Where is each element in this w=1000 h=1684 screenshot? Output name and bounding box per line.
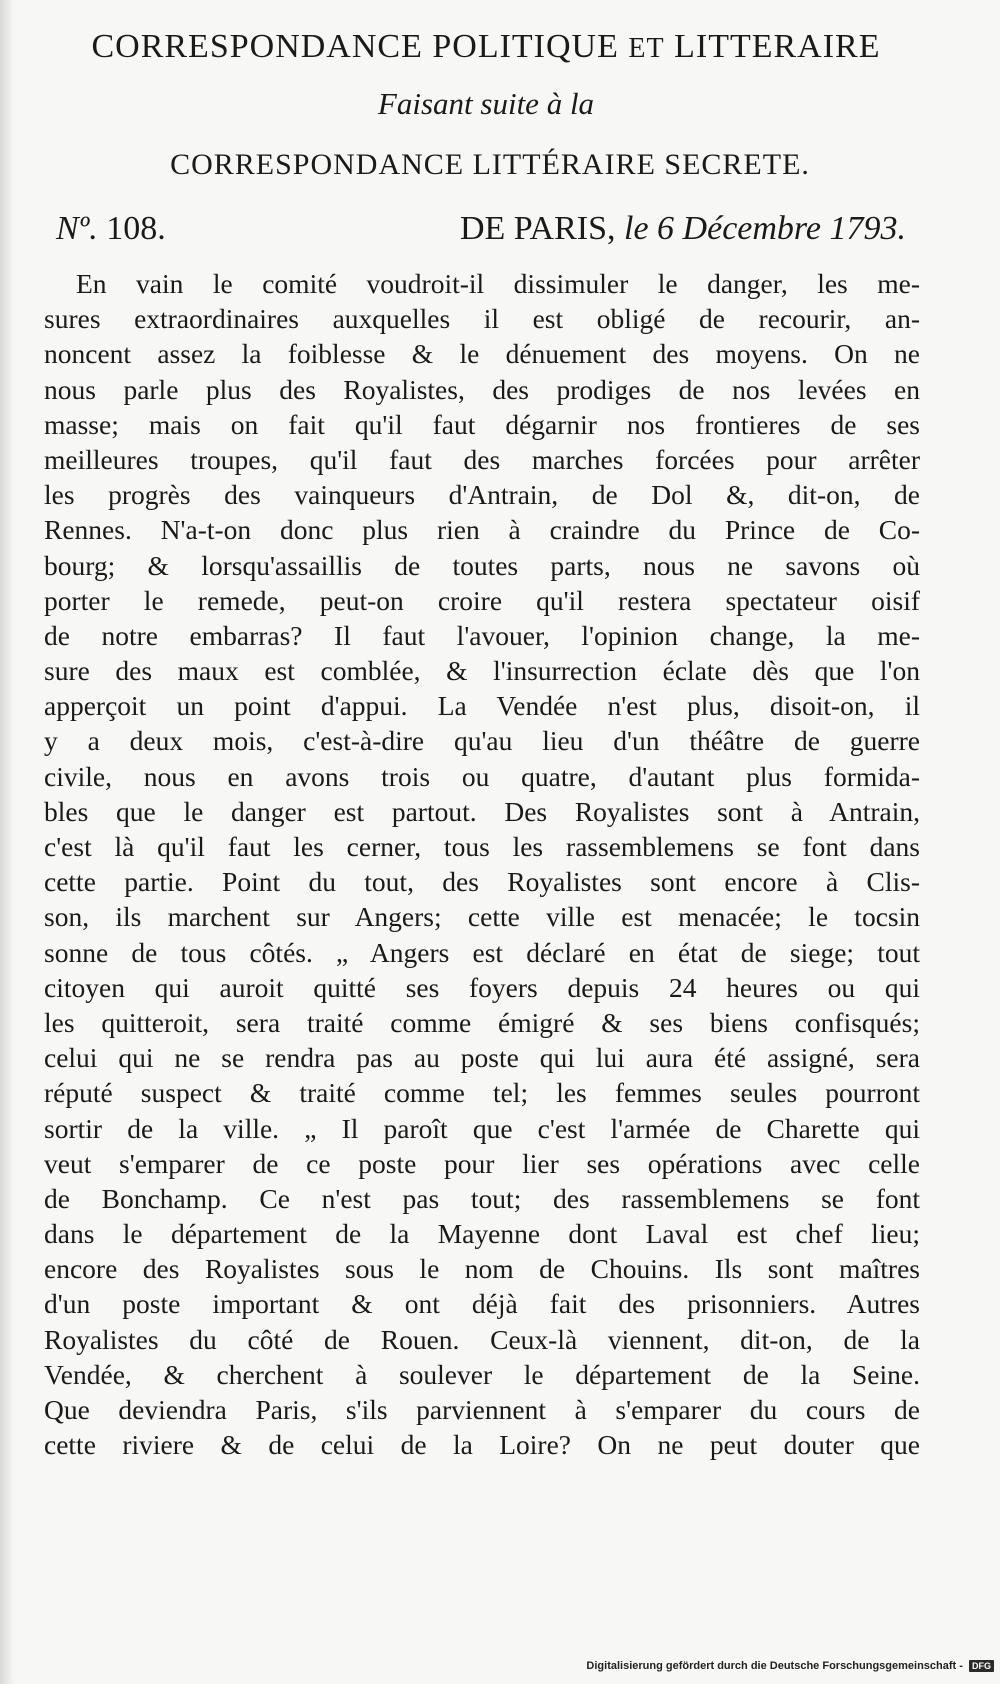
scan-edge <box>0 0 14 1684</box>
body-line: y a deux mois, c'est-à-dire qu'au lieu d'un théâtre de guerre <box>44 725 920 757</box>
body-line: c'est là qu'il faut les cerner, tous les rassemblemens se font dans <box>44 831 920 862</box>
digitization-credit <box>586 1660 994 1672</box>
body-line: réputé suspect & traité comme tel; les femmes seules pourront <box>44 1077 920 1109</box>
body-line: celui qui ne se rendra pas au poste qui lui aura été assigné, sera <box>44 1042 920 1074</box>
body-line: noncent assez la foiblesse & le dénuement des moyens. On ne <box>44 338 920 370</box>
body-line: En vain le comité voudroit-il dissimuler le danger, les me- <box>76 268 920 299</box>
body-line: cette riviere & de celui de la Loire? On ne peut douter que <box>44 1429 920 1461</box>
masthead-subtitle: Faisant suite à la <box>377 86 595 121</box>
body-line: les quitteroit, sera traité comme émigré & ses biens confisqués; <box>44 1006 920 1038</box>
body-line: d'un poste important & ont déjà fait des prisonniers. Autres <box>44 1288 920 1320</box>
body-line: masse; mais on fait qu'il faut dégarnir nos frontieres de ses <box>44 408 920 440</box>
body-line: citoyen qui auroit quitté ses foyers depuis 24 heures ou qui <box>44 971 920 1003</box>
body-line: bourg; & lorsqu'assaillis de toutes parts, nous ne savons où <box>44 549 920 581</box>
credit-text: Digitalisierung gefördert durch die Deutsche Forschungsgemeinschaft - <box>586 1660 963 1672</box>
place-and-date <box>460 210 906 248</box>
body-line: apperçoit un point d'appui. La Vendée n'est plus, disoit-on, il <box>44 690 920 722</box>
body-line: Vendée, & cherchent à soulever le département de la Seine. <box>44 1358 920 1390</box>
body-line: Rennes. N'a-t-on donc plus rien à craindre du Prince de Co- <box>44 514 920 546</box>
body-line: de Bonchamp. Ce n'est pas tout; des rassemblemens se font <box>44 1182 920 1214</box>
body-line: veut s'emparer de ce poste pour lier ses opérations avec celle <box>44 1147 920 1179</box>
body-line: civile, nous en avons trois ou quatre, d'autant plus formida- <box>44 760 920 792</box>
article-body <box>44 266 920 1462</box>
issue-number <box>56 210 166 248</box>
body-line: Royalistes du côté de Rouen. Ceux-là viennent, dit-on, de la <box>44 1323 920 1355</box>
body-line: Que deviendra Paris, s'ils parviennent à s'emparer du cours de <box>44 1394 920 1425</box>
body-line: de notre embarras? Il faut l'avouer, l'opinion change, la me- <box>44 619 920 651</box>
body-line: sortir de la ville. „ Il paroît que c'est l'armée de Charette qui <box>44 1112 920 1144</box>
dateline <box>56 210 916 254</box>
masthead-title-part1: CORRESPONDANCE POLITIQUE <box>91 28 619 65</box>
date: le 6 Décembre 1793. <box>624 210 906 247</box>
masthead-title-part3: LITTERAIRE <box>674 28 881 65</box>
dfg-logo: DFG <box>969 1660 994 1672</box>
body-line: nous parle plus des Royalistes, des prodiges de nos levées en <box>44 373 920 405</box>
body-line: encore des Royalistes sous le nom de Chouins. Ils sont maîtres <box>44 1253 920 1285</box>
place: DE PARIS, <box>459 210 616 247</box>
issue-value: 108. <box>106 210 166 247</box>
body-line: bles que le danger est partout. Des Royalistes sont à Antrain, <box>44 795 920 827</box>
body-line: dans le département de la Mayenne dont Laval est chef lieu; <box>44 1218 920 1250</box>
issue-prefix: Nº. <box>56 210 98 247</box>
masthead-subtitle-secondary: CORRESPONDANCE LITTÉRAIRE SECRETE. <box>170 148 810 181</box>
body-line: cette partie. Point du tout, des Royalistes sont encore à Clis- <box>44 866 920 898</box>
masthead-title <box>36 28 936 66</box>
body-line: sures extraordinaires auxquelles il est obligé de recourir, an- <box>44 303 920 335</box>
body-line: porter le remede, peut-on croire qu'il restera spectateur oisif <box>44 584 920 616</box>
body-line: meilleures troupes, qu'il faut des marches forcées pour arrêter <box>44 443 920 475</box>
masthead-title-part2: ET <box>628 33 665 64</box>
body-line: sure des maux est comblée, & l'insurrection éclate dès que l'on <box>44 655 920 687</box>
body-line: les progrès des vainqueurs d'Antrain, de Dol &, dit-on, de <box>44 479 920 511</box>
body-line: son, ils marchent sur Angers; cette ville est menacée; le tocsin <box>44 901 920 933</box>
body-line: sonne de tous côtés. „ Angers est déclaré en état de siege; tout <box>44 936 920 968</box>
